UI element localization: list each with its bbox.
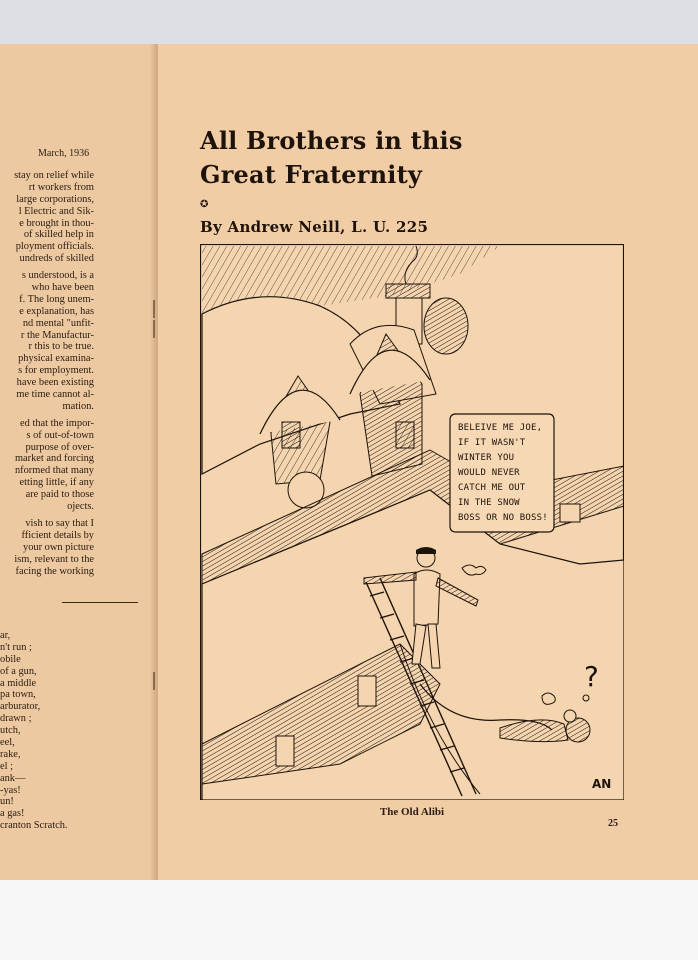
speech-line: BOSS OR NO BOSS! — [458, 513, 548, 523]
poem-line: drawn ; — [0, 713, 32, 725]
speech-line: IN THE SNOW — [458, 498, 520, 508]
column-line: ojects. — [67, 501, 94, 513]
running-head: March, 1936 — [38, 148, 90, 159]
poem-line: el ; — [0, 760, 13, 772]
column-line: ployment officials. — [15, 241, 94, 253]
column-line: r this to be true. — [28, 341, 94, 353]
column-line: r the Manufactur- — [20, 329, 94, 341]
staple-middle — [153, 320, 155, 338]
column-line: stay on relief while — [14, 170, 94, 181]
column-line: are paid to those — [25, 489, 94, 501]
poem-line: n't run ; — [0, 641, 32, 653]
column-line: nd mental "unfit- — [22, 317, 94, 329]
speech-line: BELEIVE ME JOE, — [458, 423, 543, 433]
column-line: ed that the impor- — [20, 417, 94, 429]
byline: By Andrew Neill, L. U. 225 — [200, 218, 429, 236]
title-line-1: All Brothers in this — [200, 126, 463, 155]
column-line: l Electric and Sik- — [18, 205, 94, 217]
chimney-cap — [386, 284, 430, 298]
column-line: rt workers from — [28, 181, 94, 193]
lower-window-2 — [276, 736, 294, 766]
column-line: purpose of over- — [25, 441, 94, 453]
poem-line: -yas! — [0, 784, 21, 796]
poem-line: of a gun, — [0, 665, 37, 677]
poem-line: ank— — [0, 772, 26, 784]
column-line: undreds of skilled — [19, 253, 94, 265]
column-line: of skilled help in — [23, 229, 94, 241]
column-line: e explanation, has — [19, 305, 94, 317]
poem-line: a middle — [0, 677, 37, 689]
column-line: facing the working — [15, 565, 94, 577]
poem-line: obile — [0, 653, 21, 665]
column-line: nformed that many — [14, 465, 94, 477]
page-number: 25 — [608, 818, 618, 829]
dark-chimney-shadow — [424, 298, 468, 354]
poem-line: eel, — [0, 737, 15, 749]
speech-line: CATCH ME OUT — [458, 483, 526, 493]
column-line: s for employment. — [18, 365, 94, 377]
poem-line: utch, — [0, 725, 21, 737]
cartoon-illustration — [200, 244, 624, 800]
staple-top — [153, 300, 155, 318]
column-line: s of out-of-town — [26, 429, 94, 441]
staple-bottom — [153, 672, 155, 690]
article-title — [200, 124, 620, 192]
column-line: mation. — [62, 400, 94, 412]
column-line: etting little, if any — [19, 477, 94, 489]
column-line: who have been — [31, 282, 94, 294]
column-line: fficient details by — [21, 529, 94, 541]
ornament-icon: ✪ — [200, 199, 209, 210]
section-divider — [62, 602, 138, 603]
speech-line: IF IT WASN'T — [458, 438, 526, 448]
dormer-right-window — [396, 422, 414, 448]
column-line: large corporations, — [16, 193, 94, 205]
speech-line: WINTER YOU — [458, 453, 515, 463]
poem-line: arburator, — [0, 701, 41, 713]
column-line: me time cannot al- — [16, 389, 94, 401]
column-line: your own picture — [23, 541, 94, 553]
column-line: ism, relevant to the — [14, 553, 94, 565]
column-line: have been existing — [16, 377, 94, 389]
column-line: e brought in thou- — [19, 217, 94, 229]
poem-line: ar, — [0, 630, 11, 641]
lower-window-1 — [358, 676, 376, 706]
poem-line: a gas! — [0, 808, 25, 820]
column-line: s understood, is a — [21, 270, 94, 282]
title-line-2: Great Fraternity — [200, 160, 423, 189]
column-line: market and forcing — [14, 453, 94, 465]
column-line: f. The long unem- — [19, 293, 94, 305]
poem-line: rake, — [0, 748, 21, 760]
scan-background-bottom — [0, 880, 698, 960]
poem-line: pa town, — [0, 689, 36, 701]
speech-line: WOULD NEVER — [458, 468, 520, 478]
question-mark: ? — [584, 660, 599, 693]
cartoon-caption: The Old Alibi — [379, 806, 445, 818]
artist-signature: AN — [592, 777, 612, 791]
far-window — [560, 504, 580, 522]
left-page — [0, 44, 158, 880]
poem-line: un! — [0, 796, 14, 808]
poem-line: cranton Scratch. — [0, 820, 68, 832]
left-column-text — [14, 170, 94, 577]
column-line: vish to say that I — [25, 517, 94, 529]
scan-background-top — [0, 0, 698, 44]
dormer-left-window — [282, 422, 300, 448]
column-line: physical examina- — [18, 353, 94, 365]
poem-text — [0, 630, 68, 832]
